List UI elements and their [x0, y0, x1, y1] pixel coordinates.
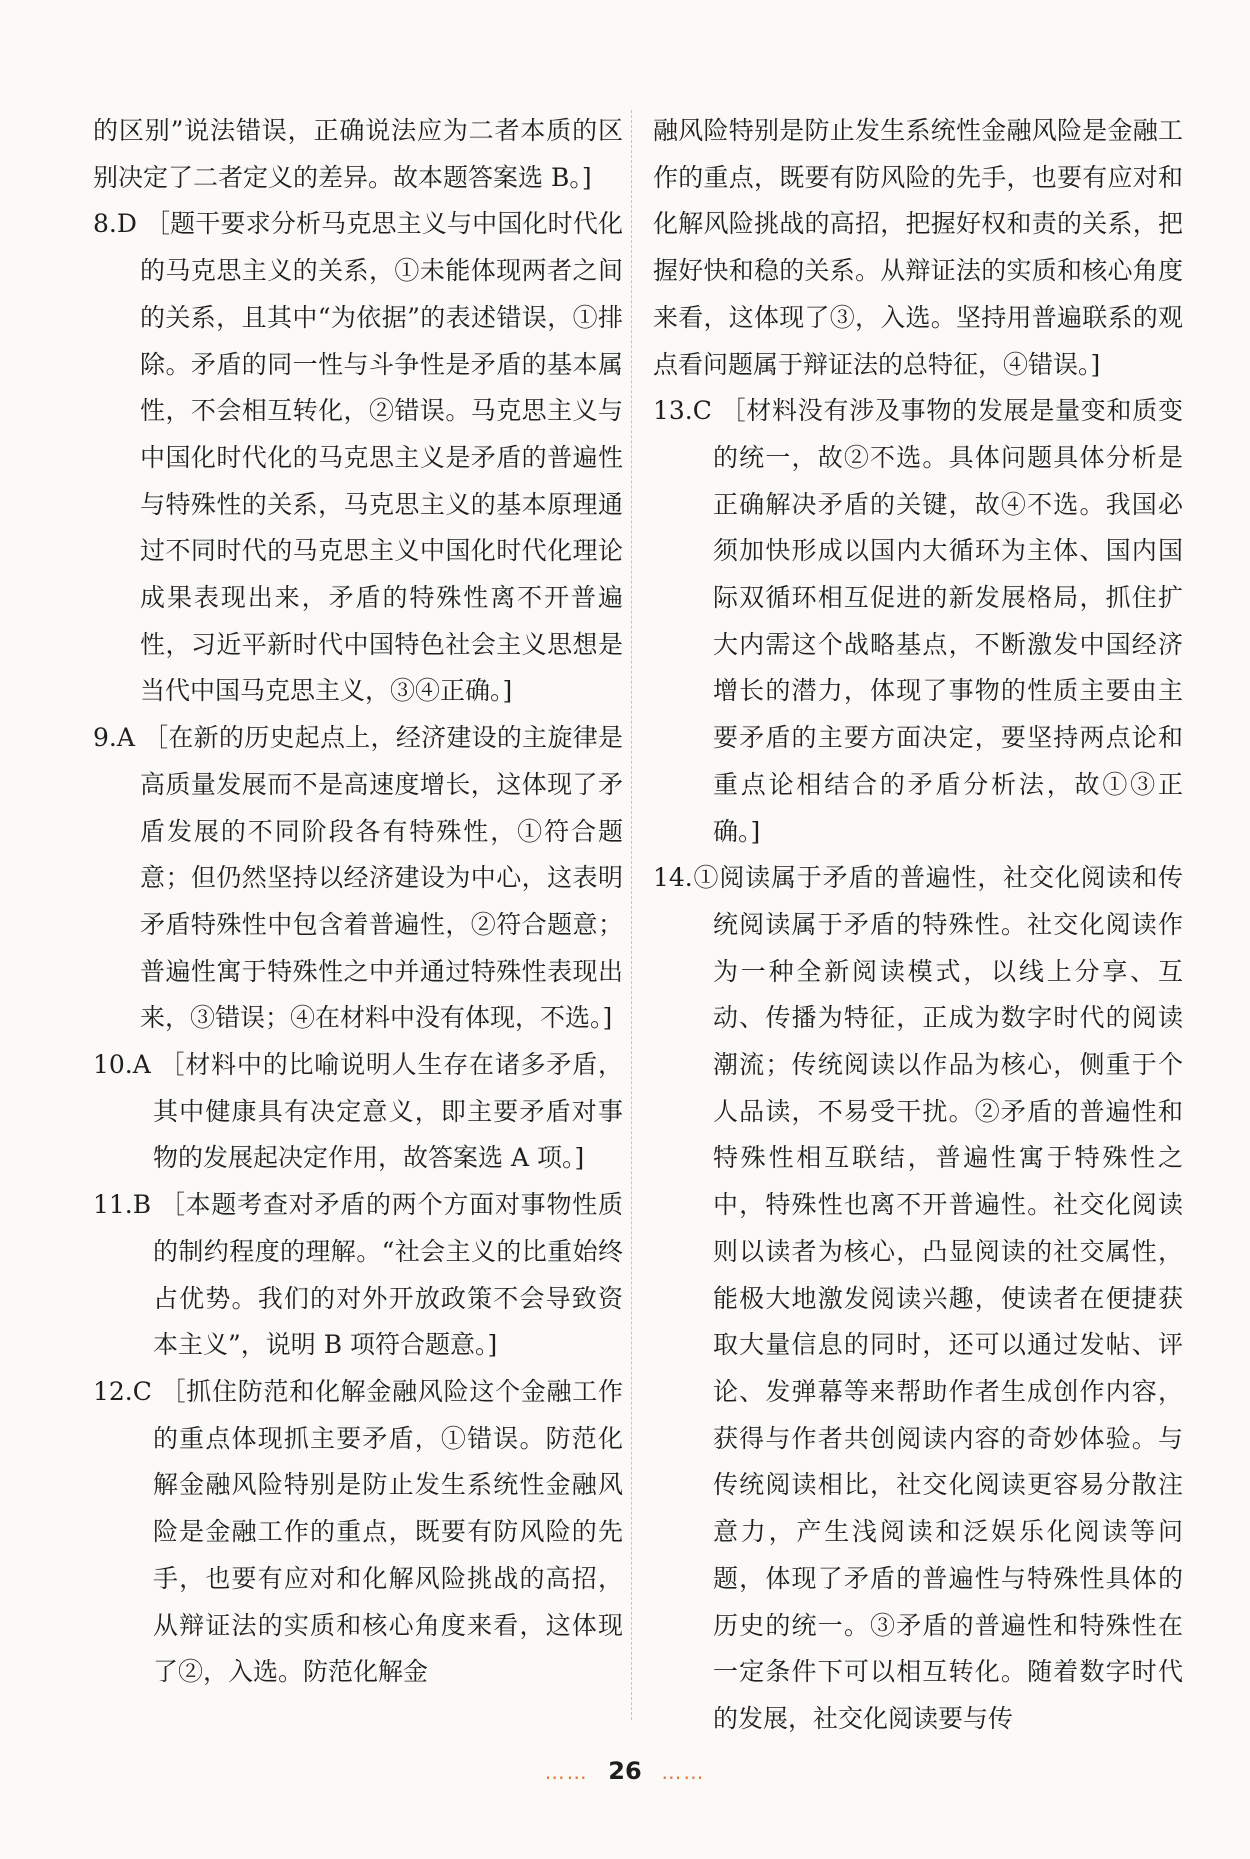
answer-9: 9.A ［在新的历史起点上，经济建设的主旋律是高质量发展而不是高速度增长，这体现了矛盾发展的不同阶段各有特殊性，①符合题意；但仍然坚持以经济建设为中心，这表明矛盾特殊性中包含着普遍性，②符合题意；普遍性寓于特殊性之中并通过特殊性表现出来，③错误；④在材料中没有体现，不选。] [93, 723, 623, 1033]
footer-dots-left: …… [544, 1760, 589, 1784]
answer-7-continued: 的区别”说法错误，正确说法应为二者本质的区别决定了二者定义的差异。故本题答案选 B。] [93, 116, 623, 192]
left-column [93, 108, 623, 1696]
footer-dots-right: …… [661, 1760, 706, 1784]
answer-12-continued: 融风险特别是防止发生系统性金融风险是金融工作的重点，既要有防风险的先手，也要有应对和化解风险挑战的高招，把握好权和责的关系，把握好快和稳的关系。从辩证法的实质和核心角度来看，这体现了③，入选。坚持用普遍联系的观点看问题属于辩证法的总特征，④错误。] [653, 116, 1183, 379]
answer-8: 8.D ［题干要求分析马克思主义与中国化时代化的马克思主义的关系，①未能体现两者之间的关系，且其中“为依据”的表述错误，①排除。矛盾的同一性与斗争性是矛盾的基本属性，不会相互转化，②错误。马克思主义与中国化时代化的马克思主义是矛盾的普遍性与特殊性的关系，马克思主义的基本原理通过不同时代的马克思主义中国化时代化理论成果表现出来，矛盾的特殊性离不开普遍性，习近平新时代中国特色社会主义思想是当代中国马克思主义，③④正确。] [93, 209, 623, 706]
page-number: 26 [608, 1757, 642, 1785]
column-divider [631, 110, 632, 1720]
answer-12: 12.C ［抓住防范和化解金融风险这个金融工作的重点体现抓主要矛盾，①错误。防范化解金融风险特别是防止发生系统性金融风险是金融工作的重点，既要有防风险的先手，也要有应对和化解风险挑战的高招，从辩证法的实质和核心角度来看，这体现了②，入选。防范化解金 [93, 1376, 623, 1687]
right-column [653, 108, 1183, 1743]
page-footer [0, 1757, 1250, 1785]
answer-11: 11.B ［本题考查对矛盾的两个方面对事物性质的制约程度的理解。“社会主义的比重始终占优势。我们的对外开放政策不会导致资本主义”，说明 B 项符合题意。] [93, 1190, 623, 1360]
answer-14: 14.①阅读属于矛盾的普遍性，社交化阅读和传统阅读属于矛盾的特殊性。社交化阅读作为一种全新阅读模式，以线上分享、互动、传播为特征，正成为数字时代的阅读潮流；传统阅读以作品为核心，侧重于个人品读，不易受干扰。②矛盾的普遍性和特殊性相互联结，普遍性寓于特殊性之中，特殊性也离不开普遍性。社交化阅读则以读者为核心，凸显阅读的社交属性，能极大地激发阅读兴趣，使读者在便捷获取大量信息的同时，还可以通过发帖、评论、发弹幕等来帮助作者生成创作内容，获得与作者共创阅读内容的奇妙体验。与传统阅读相比，社交化阅读更容易分散注意力，产生浅阅读和泛娱乐化阅读等问题，体现了矛盾的普遍性与特殊性具体的历史的统一。③矛盾的普遍性和特殊性在一定条件下可以相互转化。随着数字时代的发展，社交化阅读要与传 [653, 863, 1183, 1733]
answer-13: 13.C ［材料没有涉及事物的发展是量变和质变的统一，故②不选。具体问题具体分析是正确解决矛盾的关键，故④不选。我国必须加快形成以国内大循环为主体、国内国际双循环相互促进的新发展格局，抓住扩大内需这个战略基点，不断激发中国经济增长的潜力，体现了事物的性质主要由主要矛盾的主要方面决定，要坚持两点论和重点论相结合的矛盾分析法，故①③正确。] [653, 396, 1183, 846]
answer-10: 10.A ［材料中的比喻说明人生存在诸多矛盾，其中健康具有决定意义，即主要矛盾对事物的发展起决定作用，故答案选 A 项。] [93, 1050, 623, 1173]
